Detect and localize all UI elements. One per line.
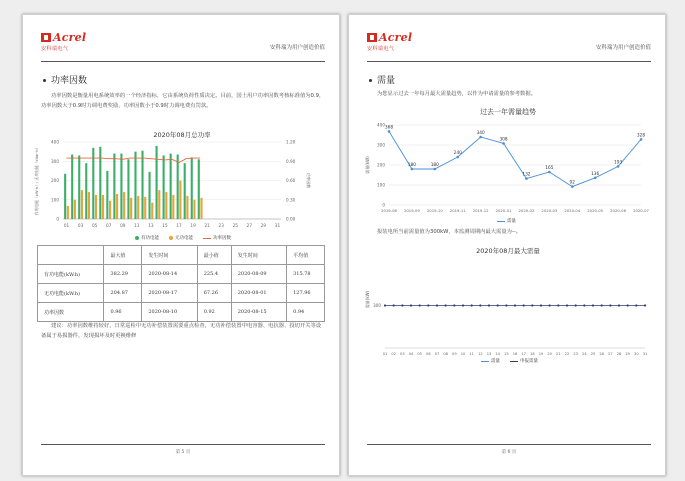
table-cell: 2020-08-14	[142, 265, 197, 284]
x-tick-label: 14	[495, 352, 500, 356]
x-tick-label: 13	[486, 352, 492, 356]
bar-active	[191, 157, 193, 219]
legend-swatch-icon	[135, 236, 139, 240]
data-point	[388, 130, 391, 133]
data-point	[436, 304, 438, 306]
bar-reactive	[179, 181, 181, 220]
table-header-row	[38, 246, 325, 265]
data-point	[456, 156, 459, 159]
page-footer: 第 6 页	[367, 444, 651, 455]
data-point	[410, 304, 412, 306]
x-tick-label: 02	[391, 352, 396, 356]
bar-active	[156, 146, 158, 219]
legend-item: 有功电能	[135, 235, 159, 241]
x-tick-label: 24	[582, 352, 587, 356]
x-tick-label: 25	[590, 352, 596, 356]
x-tick-label: 25	[232, 223, 238, 228]
table-cell: 最大值	[104, 246, 142, 265]
bar-active	[120, 154, 122, 219]
x-tick-label: 2020-02	[518, 208, 535, 213]
data-point	[471, 304, 473, 306]
table-cell: 127.96	[287, 284, 325, 303]
table-cell: 2020-08-01	[231, 284, 286, 303]
legend-item: 需量	[481, 358, 500, 364]
data-point	[514, 304, 516, 306]
logo-mark-icon	[41, 33, 51, 42]
x-tick-label: 15	[504, 352, 509, 356]
bar-reactive	[95, 195, 97, 219]
x-tick-label: 27	[246, 223, 253, 228]
bar-reactive	[172, 195, 174, 219]
demand-trend-chart	[349, 117, 667, 217]
data-point	[479, 304, 481, 306]
bar-active	[64, 174, 66, 219]
data-point	[566, 304, 568, 306]
stats-table	[37, 245, 325, 322]
x-tick-label: 11	[134, 223, 140, 228]
table-cell: 204.87	[104, 284, 142, 303]
data-point	[609, 304, 611, 306]
data-point	[497, 304, 499, 306]
table-cell: 2020-08-10	[142, 303, 197, 322]
y-tick-label: 100	[377, 182, 385, 188]
data-point	[617, 165, 620, 168]
data-label: 180	[430, 163, 439, 168]
table-cell: 2020-08-09	[231, 265, 286, 284]
data-point	[453, 304, 455, 306]
table-cell: 382.29	[104, 265, 142, 284]
y2-tick-label: 1.20	[286, 139, 296, 145]
intro-paragraph: 为您显示过去一年每月最大需量趋势，以作为申请需量的参考数据。	[377, 91, 536, 97]
report-page-5	[22, 14, 340, 476]
table-cell: 最小值	[197, 246, 231, 265]
x-tick-label: 23	[218, 223, 224, 228]
data-point	[401, 304, 403, 306]
x-tick-label: 13	[148, 223, 154, 228]
table-cell: 功率因数	[38, 303, 104, 322]
data-point	[644, 304, 646, 306]
data-label: 240	[453, 151, 462, 156]
report-page-6	[348, 14, 666, 476]
data-point	[427, 304, 429, 306]
x-tick-label: 27	[608, 352, 613, 356]
bar-active	[71, 155, 73, 219]
bar-active	[78, 155, 80, 219]
page-header	[41, 31, 325, 62]
legend-item: 需量	[497, 218, 516, 224]
x-tick-label: 18	[530, 352, 535, 356]
x-tick-label: 19	[190, 223, 196, 228]
bar-active	[127, 159, 129, 219]
x-tick-label: 2019-12	[472, 208, 489, 213]
x-tick-label: 2019-10	[426, 208, 443, 213]
data-point	[384, 304, 386, 306]
logo-mark-icon	[367, 33, 377, 42]
y-tick-label: 400	[377, 122, 385, 128]
x-tick-label: 29	[625, 352, 630, 356]
bar-reactive	[81, 190, 83, 219]
y-axis-label: 需量(kW)	[365, 156, 370, 174]
legend-line-icon	[203, 238, 211, 239]
y2-axis-label: 功率因数	[306, 172, 311, 189]
brand-sub: 安科瑞电气	[367, 46, 395, 52]
data-point	[592, 304, 594, 306]
x-tick-label: 08	[443, 352, 448, 356]
x-tick-label: 21	[556, 352, 561, 356]
chart-title: 2020年08月总功率	[153, 131, 211, 139]
data-point	[502, 142, 505, 145]
data-point	[635, 304, 637, 306]
data-point	[445, 304, 447, 306]
data-label: 165	[545, 166, 554, 171]
x-tick-label: 12	[478, 352, 483, 356]
bar-reactive	[151, 203, 153, 219]
data-point	[594, 177, 597, 180]
y-tick-label: 0	[56, 216, 59, 222]
data-point	[411, 168, 414, 171]
x-tick-label: 09	[452, 352, 457, 356]
section-title: 功率因数	[43, 73, 87, 86]
y-tick-label: 300	[377, 142, 385, 148]
x-tick-label: 2019-09	[403, 208, 420, 213]
x-tick-label: 07	[434, 352, 440, 356]
x-tick-label: 19	[538, 352, 544, 356]
header-tagline: 安科瑞为用户创造价值	[595, 45, 651, 51]
bar-reactive	[123, 192, 125, 219]
x-tick-label: 03	[400, 352, 405, 356]
bar-reactive	[74, 200, 76, 219]
x-tick-label: 17	[176, 223, 182, 228]
bar-reactive	[67, 206, 69, 219]
x-tick-label: 06	[426, 352, 431, 356]
demand-line	[389, 131, 641, 186]
data-label: 136	[591, 171, 600, 177]
brand-logo	[41, 31, 86, 52]
y2-tick-label: 0.60	[286, 178, 296, 183]
data-point	[505, 304, 507, 306]
x-tick-label: 21	[204, 223, 210, 228]
data-point	[462, 304, 464, 306]
table-cell: 有功电能(kW.h)	[38, 265, 104, 284]
data-label: 308	[499, 137, 508, 143]
bar-active	[106, 171, 108, 219]
bar-active	[148, 172, 150, 219]
bar-active	[198, 159, 200, 219]
brand-sub: 安科瑞电气	[41, 46, 69, 52]
data-point	[549, 304, 551, 306]
table-cell: 225.4	[197, 265, 231, 284]
chart-legend	[497, 218, 516, 224]
legend-line-icon	[481, 361, 489, 362]
bar-reactive	[88, 192, 90, 219]
data-point	[548, 171, 551, 174]
chart-title: 过去一年需量趋势	[480, 108, 536, 116]
bar-reactive	[200, 198, 202, 219]
chart-legend	[135, 235, 231, 241]
table-cell	[38, 246, 104, 265]
intro-paragraph: 功率因数是衡量用电系统效率的一个经济指标，它由系统负荷性质决定。目前，国土用户功率因数考核标准值为0.9，功率因数大于0.9时力调电费奖励，功率因数小于0.9时力调电费有罚款。	[41, 93, 325, 109]
page-footer: 第 5 页	[41, 444, 325, 455]
table-row	[38, 265, 325, 284]
chart-legend	[481, 358, 538, 364]
data-point	[479, 136, 482, 139]
bar-reactive	[158, 190, 160, 219]
x-tick-label: 07	[106, 223, 112, 228]
demand-note: 报装电所当前需量值为300kW，本监测周期内最大需量为--。	[377, 229, 522, 235]
bar-reactive	[116, 194, 118, 219]
table-cell: 无功电能(kW.h)	[38, 284, 104, 303]
x-tick-label: 2020-04	[564, 208, 581, 213]
y-tick-label: 100	[51, 197, 59, 203]
x-tick-label: 10	[460, 352, 466, 356]
table-cell: 0.92	[197, 303, 231, 322]
table-cell: 315.78	[287, 265, 325, 284]
bar-reactive	[130, 198, 132, 219]
data-label: 193	[613, 160, 623, 166]
x-tick-label: 28	[616, 352, 622, 356]
table-cell: 发生时间	[231, 246, 286, 265]
data-point	[618, 304, 620, 306]
legend-line-icon	[510, 361, 518, 362]
page-header	[367, 31, 651, 62]
bar-active	[113, 154, 115, 219]
x-tick-label: 23	[573, 352, 578, 356]
data-point	[434, 168, 437, 171]
x-tick-label: 2020-07	[633, 208, 649, 213]
x-tick-label: 22	[564, 352, 570, 356]
bar-reactive	[186, 196, 188, 219]
x-tick-label: 03	[77, 223, 84, 228]
data-point	[627, 304, 629, 306]
table-cell: 平均值	[287, 246, 325, 265]
table-cell: 2020-08-15	[231, 303, 286, 322]
bar-reactive	[109, 201, 111, 219]
data-point	[601, 304, 603, 306]
data-label: 180	[407, 163, 417, 168]
data-label: 132	[522, 172, 531, 178]
y2-tick-label: 0.30	[286, 197, 296, 203]
x-tick-label: 01	[63, 223, 70, 228]
y-tick-label: 0	[382, 202, 385, 208]
table-cell: 发生时间	[142, 246, 197, 265]
legend-line-icon	[497, 221, 505, 222]
x-tick-label: 30	[634, 352, 639, 356]
bullet-icon	[43, 79, 46, 82]
data-label: 92	[569, 180, 576, 186]
data-point	[393, 304, 395, 306]
x-tick-label: 05	[417, 352, 422, 356]
power-factor-line	[67, 158, 201, 162]
x-tick-label: 2020-03	[541, 208, 558, 213]
data-point	[640, 138, 643, 141]
x-tick-label: 31	[274, 223, 281, 228]
legend-swatch-icon	[169, 236, 173, 240]
x-tick-label: 11	[469, 352, 474, 356]
legend-item: 功率因数	[203, 235, 231, 241]
data-point	[557, 304, 559, 306]
data-label: 340	[476, 131, 485, 136]
data-point	[531, 304, 533, 306]
y2-tick-label: 0.90	[286, 158, 296, 164]
section-title: 需量	[369, 73, 395, 86]
bar-active	[170, 154, 172, 219]
y-axis-label: 有功电能（kW·h）/ 无功电能（kVar·h）	[34, 145, 39, 216]
brand-logo	[367, 31, 412, 52]
power-chart	[23, 137, 341, 242]
x-tick-label: 15	[162, 223, 168, 228]
x-tick-label: 26	[599, 352, 604, 356]
y-tick-label: 300	[373, 303, 381, 308]
x-tick-label: 2020-05	[587, 208, 604, 213]
bar-reactive	[137, 196, 139, 219]
bar-active	[177, 155, 179, 219]
bar-reactive	[193, 200, 195, 219]
advice-paragraph: 建议：功率因数维持较好，日常巡检中无功补偿装置需要重点检查，无功补偿装置中电容器、电抗器、投切开关等设备属于易损器件，发现损坏及时更换维修	[41, 323, 322, 339]
table-cell: 0.94	[287, 303, 325, 322]
y-tick-label: 400	[51, 139, 59, 145]
data-label: 368	[384, 125, 394, 131]
data-point	[525, 177, 528, 180]
bar-reactive	[102, 195, 104, 219]
bar-active	[163, 155, 165, 219]
x-tick-label: 2020-06	[610, 208, 627, 213]
y-axis-label: 需量(kW)	[365, 290, 370, 309]
bar-reactive	[144, 197, 146, 219]
table-row	[38, 303, 325, 322]
x-tick-label: 04	[408, 352, 414, 356]
bar-reactive	[165, 192, 167, 219]
bullet-icon	[369, 79, 372, 82]
data-point	[583, 304, 585, 306]
brand-name: Acrel	[53, 31, 87, 44]
table-row	[38, 284, 325, 303]
bar-active	[134, 152, 136, 219]
y-tick-label: 300	[51, 158, 59, 164]
y-tick-label: 200	[51, 178, 59, 183]
legend-item: 无功电能	[169, 235, 193, 241]
data-point	[488, 304, 490, 306]
table-cell: 2020-08-17	[142, 284, 197, 303]
x-tick-label: 05	[91, 223, 98, 228]
x-tick-label: 31	[642, 352, 648, 356]
y2-tick-label: 0.00	[286, 216, 296, 222]
data-point	[419, 304, 421, 306]
monthly-max-demand-chart	[349, 255, 667, 360]
bar-active	[85, 163, 87, 219]
x-tick-label: 16	[512, 352, 518, 356]
x-tick-label: 20	[547, 352, 552, 356]
y-tick-label: 200	[377, 162, 385, 168]
bar-active	[141, 151, 143, 219]
data-point	[575, 304, 577, 306]
bar-active	[184, 163, 186, 219]
x-tick-label: 2020-01	[495, 208, 512, 213]
data-point	[540, 304, 542, 306]
x-tick-label: 17	[521, 352, 526, 356]
brand-name: Acrel	[379, 31, 413, 44]
header-tagline: 安科瑞为用户创造价值	[269, 45, 325, 51]
x-tick-label: 01	[382, 352, 388, 356]
chart-title: 2020年08月最大需量	[476, 247, 540, 255]
data-point	[571, 185, 574, 188]
table-cell: 0.96	[104, 303, 142, 322]
x-tick-label: 2019-08	[381, 208, 397, 213]
legend-item: 申报需量	[510, 358, 538, 364]
x-tick-label: 2019-11	[449, 208, 466, 213]
data-point	[523, 304, 525, 306]
x-tick-label: 09	[120, 223, 126, 228]
table-cell: 67.26	[197, 284, 231, 303]
x-tick-label: 29	[260, 223, 267, 228]
data-label: 328	[636, 133, 646, 139]
